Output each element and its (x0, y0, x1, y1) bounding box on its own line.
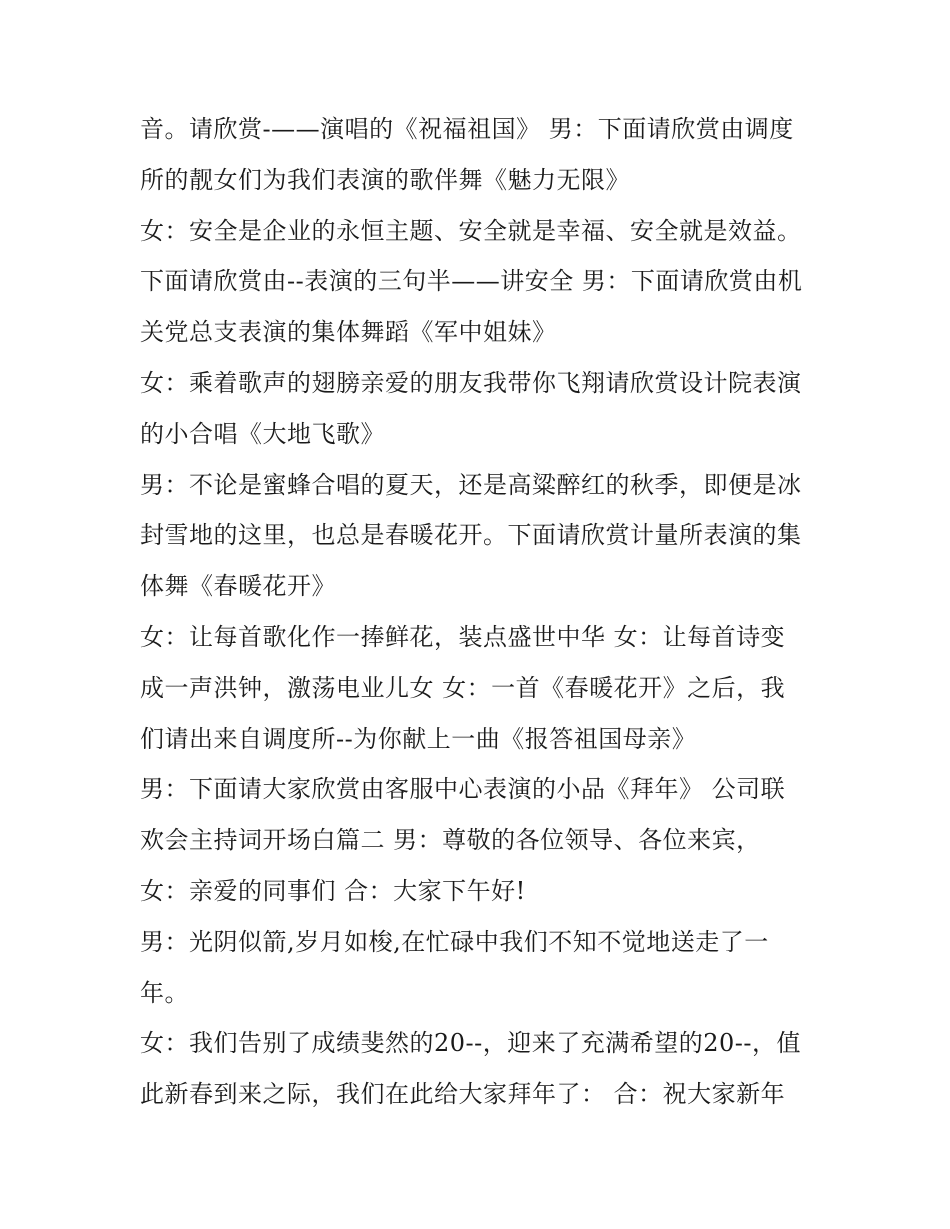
text-line: 下面请欣赏由--表演的三句半——讲安全 男：下面请欣赏由机 (140, 267, 803, 296)
text-line: 女：亲爱的同事们 合：大家下午好! (140, 876, 526, 905)
text-line: 封雪地的这里，也总是春暖花开。下面请欣赏计量所表演的集 (140, 521, 802, 550)
text-line: 的小合唱《大地飞歌》 (140, 419, 385, 448)
text-line: 女：安全是企业的永恒主题、安全就是幸福、安全就是效益。 (140, 216, 802, 245)
text-line: 音。请欣赏-——演唱的《祝福祖国》 男：下面请欣赏由调度 (140, 115, 794, 143)
text-line: 男：光阴似箭,岁月如梭,在忙碌中我们不知不觉地送走了一 (140, 927, 769, 956)
text-line: 成一声洪钟，激荡电业儿女 女：一首《春暖花开》之后，我 (140, 673, 786, 702)
text-line: 们请出来自调度所--为你献上一曲《报答祖国母亲》 (140, 724, 697, 753)
text-line: 女：我们告别了成绩斐然的20--，迎来了充满希望的20--，值 (140, 1029, 802, 1058)
text-line: 女：乘着歌声的翅膀亲爱的朋友我带你飞翔请欣赏设计院表演 (140, 368, 802, 397)
text-line: 欢会主持词开场白篇二 男：尊敬的各位领导、各位来宾， (140, 826, 761, 855)
text-line: 关党总支表演的集体舞蹈《军中姐妹》 (140, 318, 557, 347)
text-line: 体舞《春暖花开》 (140, 572, 336, 601)
text-line: 年。 (140, 978, 189, 1007)
document-body (140, 104, 820, 1120)
text-line: 女：让每首歌化作一捧鲜花，装点盛世中华 女：让每首诗变 (140, 622, 786, 651)
text-line: 男：不论是蜜蜂合唱的夏天，还是高粱醉红的秋季，即便是冰 (140, 470, 802, 499)
text-line: 所的靓女们为我们表演的歌伴舞《魅力无限》 (140, 165, 630, 194)
text-line: 此新春到来之际，我们在此给大家拜年了： 合：祝大家新年 (140, 1080, 786, 1109)
text-line: 男：下面请大家欣赏由客服中心表演的小品《拜年》 公司联 (140, 775, 786, 804)
